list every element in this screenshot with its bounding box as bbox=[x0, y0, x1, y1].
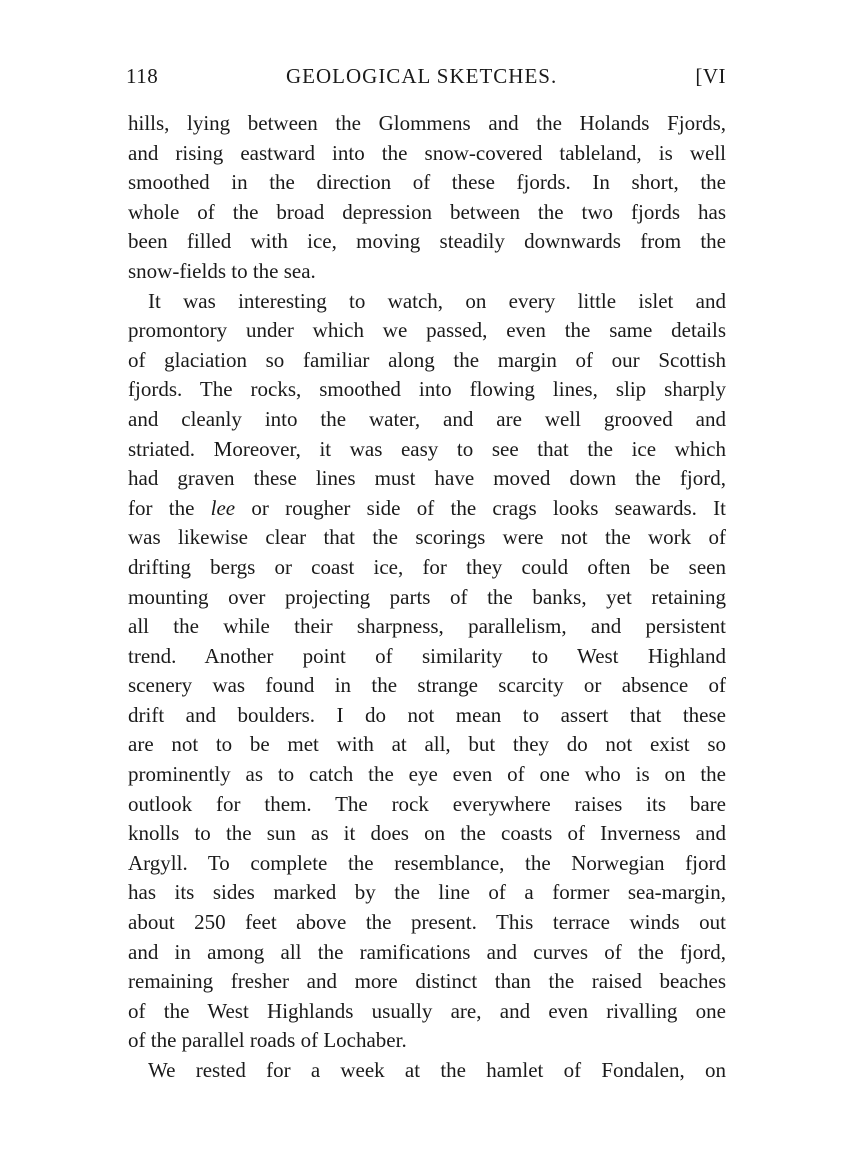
text-line: drifting bergs or coast ice, for they could often be seen bbox=[128, 554, 726, 579]
text-line: hills, lying between the Glommens and the Holands Fjords, bbox=[128, 111, 726, 135]
text-segment: for the bbox=[128, 495, 211, 520]
text-segment: or rougher side of the crags looks seawards. It bbox=[235, 495, 726, 520]
text-line: striated. Moreover, it was easy to see that the ice which bbox=[128, 436, 726, 461]
text-line: trend. Another point of similarity to West Highland bbox=[128, 643, 726, 668]
text-line: been filled with ice, moving steadily downwards from the bbox=[128, 229, 726, 254]
body-text bbox=[128, 109, 726, 1086]
text-line: It was interesting to watch, on every little islet and bbox=[148, 288, 726, 313]
text-line: and rising eastward into the snow-covered tableland, is well bbox=[128, 140, 726, 165]
text-line: was likewise clear that the scorings were not the work of bbox=[128, 525, 726, 550]
text-line: smoothed in the direction of these fjords. In short, the bbox=[128, 170, 726, 195]
text-line: scenery was found in the strange scarcity or absence of bbox=[128, 673, 726, 698]
text-line: about 250 feet above the present. This terrace winds out bbox=[128, 910, 726, 935]
text-line bbox=[128, 494, 726, 524]
text-line: drift and boulders. I do not mean to assert that these bbox=[128, 702, 726, 727]
text-line: all the while their sharpness, parallelism, and persistent bbox=[128, 614, 726, 639]
text-line: Argyll. To complete the resemblance, the Norwegian fjord bbox=[128, 850, 726, 875]
section-mark: [VI bbox=[695, 64, 726, 88]
italic-word: lee bbox=[210, 495, 236, 520]
page-number: 118 bbox=[126, 64, 159, 88]
text-line: We rested for a week at the hamlet of Fondalen, on bbox=[148, 1058, 726, 1082]
text-line: prominently as to catch the eye even of one who is on the bbox=[128, 762, 726, 787]
text-line: had graven these lines must have moved down the fjord, bbox=[128, 466, 726, 491]
text-line: promontory under which we passed, even the same details bbox=[128, 318, 726, 343]
text-line: of the parallel roads of Lochaber. bbox=[128, 1028, 407, 1053]
text-line: of the West Highlands usually are, and even rivalling one bbox=[128, 998, 726, 1023]
text-line: knolls to the sun as it does on the coasts of Inverness and bbox=[128, 821, 726, 846]
running-head bbox=[126, 64, 726, 94]
text-line: and in among all the ramifications and curves of the fjord, bbox=[128, 939, 726, 964]
text-line: snow-fields to the sea. bbox=[128, 258, 316, 283]
text-line: fjords. The rocks, smoothed into flowing lines, slip sharply bbox=[128, 377, 726, 402]
running-title: GEOLOGICAL SKETCHES. bbox=[286, 64, 558, 88]
text-line: whole of the broad depression between the two fjords has bbox=[128, 199, 726, 224]
text-line: outlook for them. The rock everywhere raises its bare bbox=[128, 791, 726, 816]
text-line: and cleanly into the water, and are well grooved and bbox=[128, 406, 726, 431]
text-line: remaining fresher and more distinct than the raised beaches bbox=[128, 969, 726, 994]
text-line: has its sides marked by the line of a former sea-margin, bbox=[128, 880, 726, 905]
text-line: of glaciation so familiar along the margin of our Scottish bbox=[128, 347, 726, 372]
text-line: are not to be met with at all, but they do not exist so bbox=[128, 732, 726, 757]
text-line: mounting over projecting parts of the banks, yet retaining bbox=[128, 584, 726, 609]
